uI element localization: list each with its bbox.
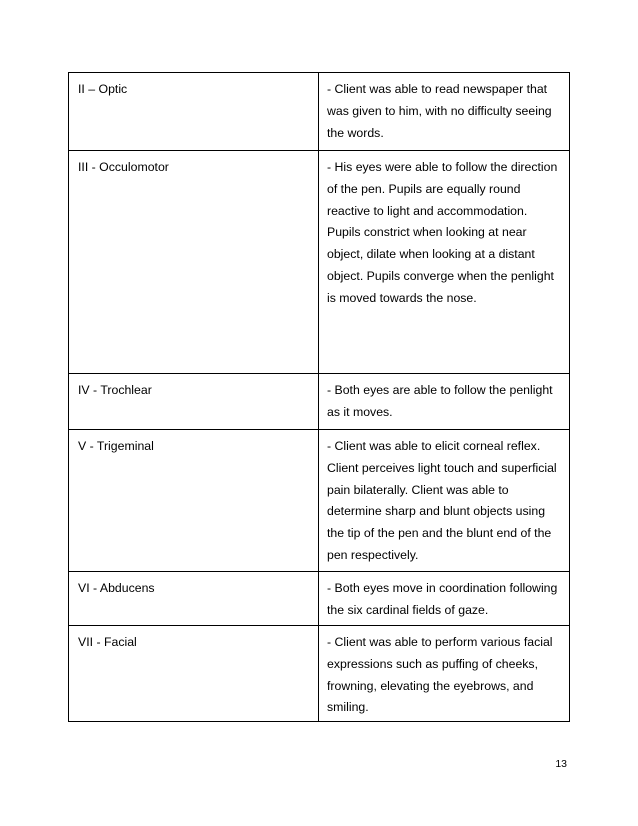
finding-cell	[319, 151, 570, 374]
finding-line: - Client was able to elicit corneal reflex.	[327, 439, 541, 453]
finding-line: - Both eyes move in coordination following	[327, 581, 558, 595]
table-row	[69, 374, 570, 430]
finding-line: of the pen. Pupils are equally round	[327, 181, 521, 196]
finding-line: the words.	[327, 125, 384, 140]
nerve-name-cell: III - Occulomotor	[69, 151, 319, 374]
finding-line: object, dilate when looking at a distant	[327, 247, 535, 262]
finding-line: pen respectively.	[327, 547, 419, 562]
finding-line: pain bilaterally. Client was able to	[327, 482, 509, 497]
finding-cell	[319, 374, 570, 430]
finding-line: the tip of the pen and the blunt end of the	[327, 526, 552, 541]
finding-cell	[319, 73, 570, 151]
nerve-name-cell: VI - Abducens	[69, 572, 319, 626]
nerve-name-cell: II – Optic	[69, 73, 319, 151]
finding-line: as it moves.	[327, 404, 393, 419]
nerve-name-cell: IV - Trochlear	[69, 374, 319, 430]
finding-line: - His eyes were able to follow the direction	[327, 160, 558, 174]
finding-line: object. Pupils converge when the penlight	[327, 268, 554, 283]
nerve-name-cell: V - Trigeminal	[69, 430, 319, 572]
finding-line: the six cardinal fields of gaze.	[327, 602, 489, 617]
table-row	[69, 572, 570, 626]
table-row	[69, 430, 570, 572]
finding-line: was given to him, with no difficulty seeing	[327, 103, 552, 118]
finding-line: - Both eyes are able to follow the penlight	[327, 383, 553, 397]
finding-line: smiling.	[327, 700, 369, 715]
nerve-name-cell: VII - Facial	[69, 626, 319, 722]
finding-line: Client perceives light touch and superficial	[327, 460, 557, 475]
table-row	[69, 151, 570, 374]
finding-line: expressions such as puffing of cheeks,	[327, 656, 538, 671]
finding-line: - Client was able to read newspaper that	[327, 82, 548, 96]
finding-line: is moved towards the nose.	[327, 290, 477, 305]
finding-line: determine sharp and blunt objects using	[327, 504, 546, 519]
finding-cell	[319, 626, 570, 722]
finding-line: - Client was able to perform various facial	[327, 635, 553, 649]
table-row	[69, 626, 570, 722]
finding-line: Pupils constrict when looking at near	[327, 225, 527, 240]
finding-line: reactive to light and accommodation.	[327, 203, 528, 218]
cranial-nerve-table	[68, 72, 570, 722]
table-row	[69, 73, 570, 151]
page-number: 13	[555, 758, 567, 770]
finding-cell	[319, 430, 570, 572]
finding-line: frowning, elevating the eyebrows, and	[327, 678, 534, 693]
finding-cell	[319, 572, 570, 626]
